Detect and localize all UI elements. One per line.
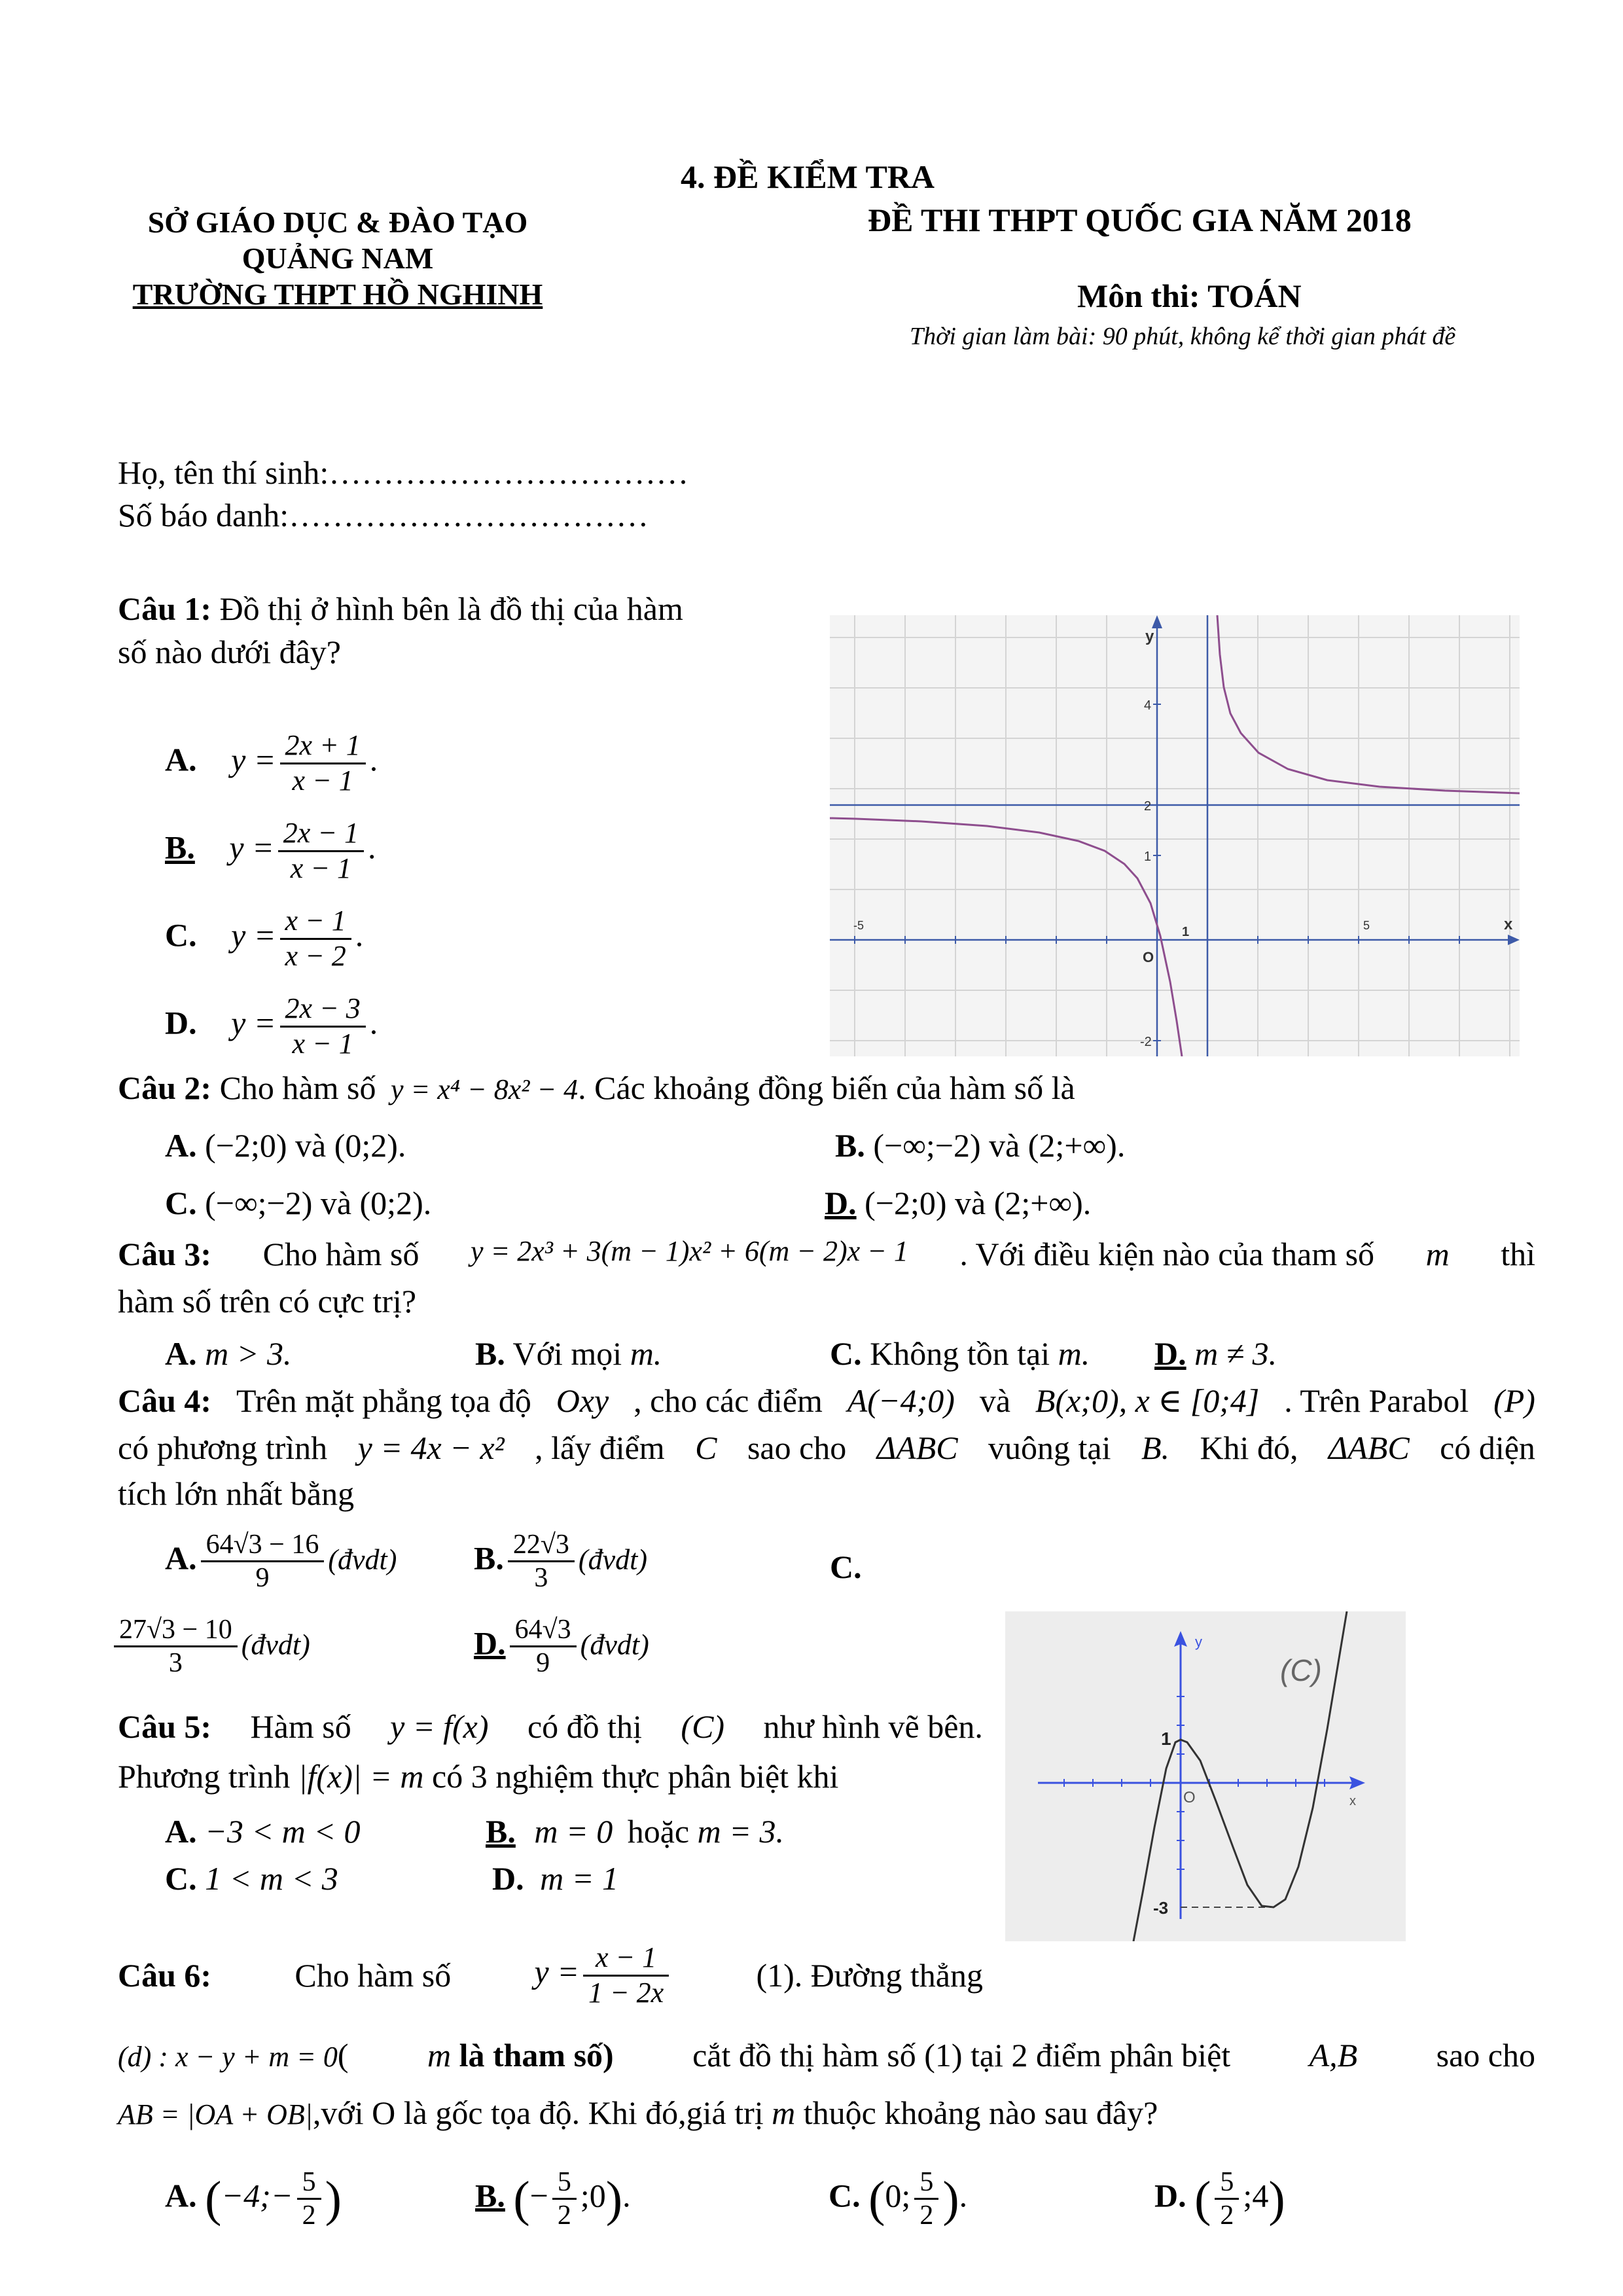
- q6-l2f: A,B: [1309, 2037, 1358, 2073]
- q1-d-label: D.: [165, 1004, 197, 1041]
- q2-b-text: (−∞;−2) và (2;+∞).: [873, 1127, 1126, 1164]
- q4-l1b: Oxy: [556, 1382, 609, 1419]
- q6-option-d: D. ( $\frac{5}{2}$ ;4): [1154, 2167, 1285, 2231]
- q1-line-2: số nào dưới đây?: [118, 634, 341, 670]
- q4-option-b: [474, 1529, 647, 1594]
- q2-option-c: [165, 1183, 431, 1223]
- q1-d-dot: .: [369, 1004, 378, 1041]
- q4-option-a: [165, 1529, 397, 1594]
- q3-b-var: m.: [630, 1335, 662, 1372]
- q5-a-text: −3 < m < 0: [205, 1813, 361, 1850]
- q6-b-right: ;0: [580, 2177, 606, 2214]
- q4-line-3: tích lớn nhất bằng: [118, 1475, 355, 1512]
- q4-l2j: ΔABC: [1328, 1429, 1410, 1466]
- q1-a-y: y =: [231, 741, 276, 778]
- q3-label: Câu 3:: [118, 1236, 212, 1272]
- q4-l1h: (P): [1493, 1382, 1535, 1419]
- graph1-origin: O: [1143, 949, 1154, 965]
- graph1-tick-4: 4: [1144, 698, 1152, 713]
- q4-a-denominator: 9: [255, 1563, 270, 1594]
- q4-line-1: [118, 1381, 1535, 1420]
- q4-l1d: A(−4;0): [847, 1382, 955, 1419]
- q5-b-text: m = 0: [534, 1813, 613, 1850]
- q5-label: Câu 5:: [118, 1708, 212, 1745]
- q3-param: m: [1425, 1236, 1450, 1272]
- q6-y: y =: [534, 1953, 579, 1990]
- q4-l1c: , cho các điểm: [633, 1382, 823, 1419]
- q5-cubic-graph: [1005, 1611, 1406, 1941]
- q6-line-3: [118, 2093, 1158, 2132]
- q4-l2c: , lấy điểm: [535, 1429, 665, 1466]
- q4-l2a: có phương trình: [118, 1429, 328, 1466]
- q1-b-y: y =: [229, 829, 274, 866]
- q3-c-var: m.: [1058, 1335, 1090, 1372]
- q6-l2c: m: [427, 2037, 452, 2073]
- q6-l3a: AB = |OA + OB|: [118, 2098, 313, 2130]
- q2-d-text: (−2;0) và (2;+∞).: [865, 1185, 1092, 1221]
- q5-l1d: (C): [681, 1708, 725, 1745]
- q6-l3c: m: [772, 2094, 796, 2131]
- q5-l1b: y = f(x): [390, 1708, 489, 1745]
- q6-a-denominator: 2: [302, 2200, 316, 2231]
- q3-function: y = 2x³ + 3(m − 1)x² + 6(m − 2)x − 1: [471, 1235, 908, 1267]
- q1-c-dot: .: [355, 916, 364, 954]
- q6-l2a: (d) : x − y + m = 0: [118, 2041, 338, 2073]
- q6-option-b: B. (− $\frac{5}{2}$ ;0).: [475, 2167, 631, 2231]
- q6-l2g: sao cho: [1436, 2037, 1535, 2073]
- graph2-tick-neg3: -3: [1153, 1898, 1169, 1918]
- q4-l2g: vuông tại: [988, 1429, 1111, 1466]
- q2-stem: [118, 1068, 1075, 1107]
- q6-numerator: x − 1: [583, 1941, 669, 1977]
- q3-text-a: Cho hàm số: [262, 1236, 419, 1272]
- q5-l1a: Hàm số: [250, 1708, 351, 1745]
- q1-line-1: [118, 589, 683, 628]
- q4-l1f: B(x;0), x ∈ [0;4]: [1035, 1382, 1260, 1419]
- q5-b-or: hoặc: [627, 1813, 690, 1850]
- q6-l2d: là tham số): [459, 2037, 614, 2073]
- q4-b-denominator: 3: [534, 1563, 548, 1594]
- q6-l2e: cắt đồ thị hàm số (1) tại 2 điểm phân biệt: [692, 2037, 1231, 2073]
- q2-label: Câu 2:: [118, 1069, 212, 1106]
- q4-b-unit: (đvdt): [578, 1543, 647, 1576]
- graph1-tick-5: 5: [1363, 919, 1370, 932]
- q2-c-text: (−∞;−2) và (0;2).: [205, 1185, 432, 1221]
- q6-d-numerator: 5: [1215, 2166, 1239, 2200]
- q4-b-numerator: 22√3: [508, 1529, 575, 1562]
- q1-graph-svg: [830, 615, 1520, 1056]
- graph1-tick-1y: 1: [1144, 850, 1152, 864]
- q1-a-denominator: x − 1: [292, 764, 353, 797]
- graph1-tick-1x: 1: [1182, 925, 1190, 939]
- q4-l2i: Khi đó,: [1200, 1429, 1298, 1466]
- q4-option-c: [114, 1614, 310, 1679]
- q2-b-label: B.: [835, 1127, 865, 1164]
- q3-text-b: . Với điều kiện nào của tham số: [959, 1236, 1375, 1272]
- q2-option-b: [835, 1126, 1125, 1165]
- exam-title: ĐỀ THI THPT QUỐC GIA NĂM 2018: [868, 202, 1412, 238]
- q4-l2e: sao cho: [747, 1429, 847, 1466]
- q1-b-denominator: x − 1: [290, 852, 352, 884]
- q6-label: Câu 6:: [118, 1957, 212, 1994]
- graph1-y-label: y: [1145, 628, 1154, 645]
- q5-option-b: [486, 1812, 784, 1851]
- q4-option-d: [474, 1614, 649, 1679]
- q6-a-left: −4;−: [221, 2177, 293, 2214]
- q4-a-unit: (đvdt): [328, 1543, 397, 1576]
- q4-b-label: B.: [474, 1539, 504, 1577]
- q6-option-c: C. (0; $\frac{5}{2}$ ).: [829, 2167, 968, 2231]
- q1-b-label: B.: [165, 829, 195, 866]
- q5-option-d: [492, 1859, 618, 1898]
- q6-l1b: (1). Đường thẳng: [756, 1957, 983, 1994]
- q3-a-text: m > 3.: [205, 1335, 292, 1372]
- q2-option-a: [165, 1126, 406, 1165]
- q4-d-numerator: 64√3: [510, 1614, 577, 1647]
- q5-graph-svg: [1005, 1611, 1406, 1941]
- q6-option-a: A. (−4;− $\frac{5}{2}$ ): [165, 2167, 342, 2231]
- graph2-curve-label: (C): [1280, 1653, 1322, 1687]
- student-name-field: Họ, tên thí sinh:……………………………: [118, 454, 689, 491]
- q4-l2b: y = 4x − x²: [357, 1429, 505, 1466]
- school-name: TRƯỜNG THPT HỒ NGHINH: [132, 278, 543, 312]
- q1-c-y: y =: [231, 916, 276, 954]
- q4-l2h: B.: [1141, 1429, 1169, 1466]
- q1-b-dot: .: [368, 829, 376, 866]
- q4-l2d: C: [695, 1429, 717, 1466]
- q3-d-label: D.: [1154, 1335, 1186, 1372]
- q6-d-denominator: 2: [1220, 2200, 1234, 2231]
- q6-l2b: (: [337, 2037, 349, 2073]
- q6-b-label: B.: [475, 2177, 505, 2214]
- graph2-tick-1: 1: [1161, 1729, 1171, 1749]
- graph2-origin: O: [1183, 1789, 1196, 1806]
- q1-b-numerator: 2x − 1: [278, 817, 364, 852]
- q6-line-1: [118, 1941, 983, 2009]
- exam-time-note: Thời gian làm bài: 90 phút, không kể thời gian phát đề: [910, 323, 1456, 350]
- q4-c-unit: (đvdt): [241, 1628, 310, 1661]
- q4-d-label: D.: [474, 1624, 506, 1662]
- q1-option-c: [165, 905, 363, 973]
- q3-c-text: Không tồn tại: [870, 1335, 1050, 1372]
- q6-c-numerator: 5: [914, 2166, 938, 2200]
- q4-c-numerator: 27√3 − 10: [114, 1614, 238, 1647]
- q3-text-c: thì: [1501, 1236, 1535, 1272]
- q3-a-label: A.: [165, 1335, 197, 1372]
- q3-option-c: [830, 1334, 1090, 1373]
- q3-option-b: [475, 1334, 662, 1373]
- q4-a-label: A.: [165, 1539, 197, 1577]
- q5-b-label: B.: [486, 1813, 516, 1850]
- q5-a-label: A.: [165, 1813, 197, 1850]
- q1-text-1: Đồ thị ở hình bên là đồ thị của hàm: [219, 590, 683, 627]
- q3-option-d: [1154, 1334, 1277, 1373]
- q4-line-2: [118, 1428, 1535, 1467]
- graph1-tick-2: 2: [1144, 799, 1152, 814]
- q5-d-text: m = 1: [540, 1860, 618, 1897]
- student-id-field: Số báo danh:……………………………: [118, 497, 649, 533]
- q4-c-label: C.: [830, 1549, 862, 1585]
- q5-option-a: [165, 1812, 360, 1851]
- q1-a-numerator: 2x + 1: [280, 729, 366, 764]
- q6-line-2: [118, 2036, 1535, 2075]
- q5-b-text2: m = 3.: [697, 1813, 784, 1850]
- department-line-1: SỞ GIÁO DỤC & ĐÀO TẠO: [147, 206, 528, 239]
- graph2-y-label: y: [1195, 1634, 1202, 1650]
- q1-option-a: [165, 729, 378, 797]
- q1-c-numerator: x − 1: [280, 905, 351, 940]
- q2-option-d: [825, 1183, 1091, 1223]
- q4-l1g: . Trên Parabol: [1284, 1382, 1469, 1419]
- q4-l1a: Trên mặt phẳng tọa độ: [236, 1382, 531, 1419]
- q6-b-denominator: 2: [557, 2200, 571, 2231]
- q1-option-d: [165, 992, 378, 1060]
- section-title: 4. ĐỀ KIỂM TRA: [681, 158, 935, 195]
- q2-a-label: A.: [165, 1127, 197, 1164]
- q6-b-numerator: 5: [552, 2166, 577, 2200]
- q1-option-b: [165, 817, 376, 885]
- q6-l3d: thuộc khoảng nào sau đây?: [803, 2094, 1158, 2131]
- q2-function: y = x⁴ − 8x² − 4: [390, 1073, 579, 1105]
- q4-c-denominator: 3: [168, 1648, 183, 1679]
- graph1-x-label: x: [1504, 916, 1513, 933]
- q1-d-denominator: x − 1: [292, 1027, 353, 1060]
- q1-hyperbola-graph: [830, 615, 1520, 1056]
- q3-option-a: [165, 1334, 291, 1373]
- q3-c-label: C.: [830, 1335, 862, 1372]
- q5-l1c: có đồ thị: [527, 1708, 642, 1745]
- q6-c-left: 0;: [885, 2177, 911, 2214]
- q5-line-1: [118, 1707, 983, 1746]
- q3-line-1: [118, 1234, 1535, 1274]
- q4-l2f: ΔABC: [876, 1429, 958, 1466]
- q1-c-label: C.: [165, 916, 197, 954]
- q1-a-label: A.: [165, 741, 197, 778]
- q1-label: Câu 1:: [118, 590, 212, 627]
- q2-a-text: (−2;0) và (0;2).: [205, 1127, 406, 1164]
- q3-d-text: m ≠ 3.: [1194, 1335, 1277, 1372]
- q6-d-label: D.: [1154, 2177, 1186, 2214]
- q6-denominator: 1 − 2x: [588, 1976, 664, 2009]
- q5-l2a: Phương trình: [118, 1758, 291, 1795]
- q2-c-label: C.: [165, 1185, 197, 1221]
- q4-d-unit: (đvdt): [580, 1628, 649, 1661]
- q5-l2c: có 3 nghiệm thực phân biệt khi: [432, 1758, 839, 1795]
- q4-a-numerator: 64√3 − 16: [201, 1529, 325, 1562]
- q6-a-label: A.: [165, 2177, 197, 2214]
- q4-l1e: và: [979, 1382, 1011, 1419]
- q1-d-numerator: 2x − 3: [280, 992, 366, 1028]
- q5-d-label: D.: [492, 1860, 524, 1897]
- q3-b-label: B.: [475, 1335, 505, 1372]
- q5-l1e: như hình vẽ bên.: [763, 1708, 983, 1745]
- q2-d-label: D.: [825, 1185, 857, 1221]
- q6-a-numerator: 5: [297, 2166, 321, 2200]
- graph1-tick-neg2: -2: [1140, 1035, 1152, 1049]
- q4-d-denominator: 9: [536, 1648, 550, 1679]
- q5-l2b: |f(x)| = m: [298, 1758, 424, 1795]
- q4-label: Câu 4:: [118, 1382, 212, 1419]
- q6-l3b: ,với O là gốc tọa độ. Khi đó,giá trị: [312, 2094, 764, 2131]
- q6-l1a: Cho hàm số: [294, 1957, 452, 1994]
- q3-line-2: hàm số trên có cực trị?: [118, 1283, 417, 1319]
- q5-c-label: C.: [165, 1860, 197, 1897]
- q1-a-dot: .: [369, 741, 378, 778]
- q1-d-y: y =: [231, 1004, 276, 1041]
- graph1-tick-neg5: -5: [853, 919, 865, 932]
- q5-line-2: [118, 1757, 838, 1796]
- graph2-x-label: x: [1349, 1794, 1356, 1808]
- q6-c-denominator: 2: [919, 2200, 934, 2231]
- q1-c-denominator: x − 2: [285, 939, 346, 972]
- q3-b-text: Với mọi: [512, 1335, 622, 1372]
- department-name: [122, 204, 554, 313]
- q5-option-c: [165, 1859, 338, 1898]
- q2-text-b: . Các khoảng đồng biến của hàm số là: [578, 1069, 1075, 1106]
- q2-text-a: Cho hàm số: [219, 1069, 376, 1106]
- q6-b-left: −: [529, 2177, 548, 2214]
- q5-c-text: 1 < m < 3: [205, 1860, 338, 1897]
- q4-l2k: có diện: [1440, 1429, 1535, 1466]
- q6-d-right: ;4: [1243, 2177, 1269, 2214]
- department-line-2: QUẢNG NAM: [241, 242, 434, 276]
- exam-subject: Môn thi: TOÁN: [1077, 278, 1302, 314]
- q6-c-label: C.: [829, 2177, 861, 2214]
